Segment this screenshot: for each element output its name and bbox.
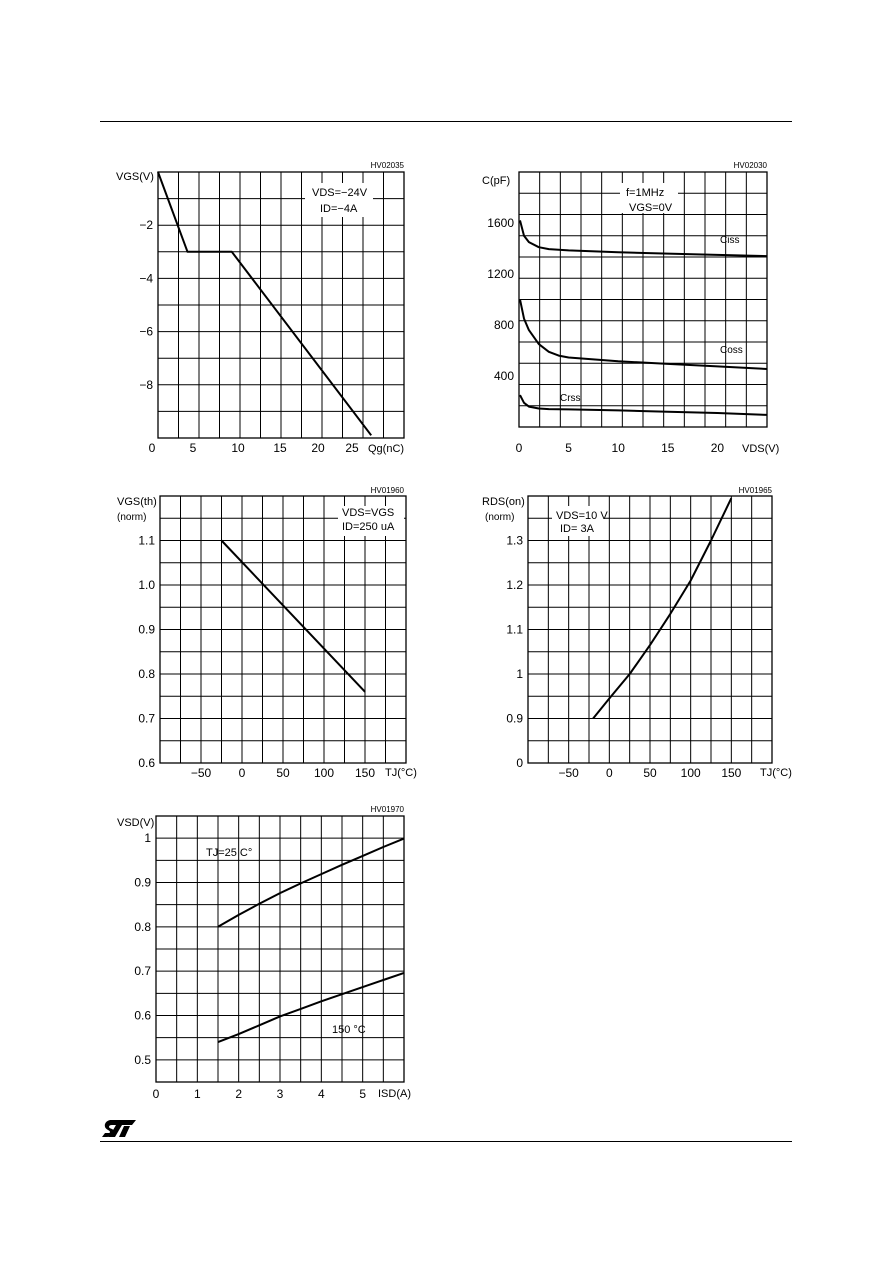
diode-forward-code-label: HV01970 [370, 805, 404, 814]
threshold-vs-temp-ytick-label: 0.8 [138, 667, 155, 681]
capacitance-code-label: HV02030 [733, 161, 767, 170]
diode-forward-grid [156, 816, 404, 1082]
rdson-vs-temp-x-axis-label: TJ(°C) [760, 767, 792, 779]
gate-charge-xtick-label: 15 [273, 441, 287, 455]
gate-charge-xtick-label: 10 [231, 441, 245, 455]
rdson-vs-temp-ytick-label: 0 [516, 756, 523, 770]
rdson-vs-temp-code-label: HV01965 [738, 486, 772, 495]
diode-forward-series-150-c [218, 973, 404, 1042]
diode-forward-xtick-label: 1 [193, 1087, 201, 1101]
diode-forward-y-axis-label: VSD(V) [117, 817, 155, 829]
capacitance-annotation: VGS=0V [629, 202, 673, 214]
capacitance-series-label: Coss [720, 345, 743, 356]
rdson-vs-temp-y-axis-unit: (norm) [485, 512, 515, 523]
gate-charge-ytick-label: −2 [139, 218, 153, 233]
capacitance-x-axis-label: VDS(V) [742, 443, 780, 455]
rdson-vs-temp-chart [482, 486, 792, 780]
gate-charge-xtick-label: 20 [311, 441, 325, 455]
diode-forward-annotation: TJ=25 C° [206, 847, 253, 859]
threshold-vs-temp-xtick-label: 100 [313, 766, 335, 780]
rdson-vs-temp-grid [528, 496, 772, 763]
threshold-vs-temp-grid [160, 496, 406, 763]
rdson-vs-temp-xtick-label: 100 [680, 766, 701, 780]
gate-charge-xtick-label: 5 [189, 441, 197, 455]
gate-charge-xtick-label: 0 [148, 441, 156, 455]
diode-forward-xtick-label: 3 [276, 1087, 284, 1101]
capacitance-xtick-label: 15 [661, 441, 675, 455]
threshold-vs-temp-annotation: VDS=VGS [342, 507, 395, 519]
capacitance-ytick-label: 800 [493, 318, 514, 332]
gate-charge-annotation: ID=−4A [320, 203, 358, 215]
threshold-vs-temp-ytick-label: 0.7 [138, 711, 155, 726]
diode-forward-x-axis-label: ISD(A) [378, 1088, 411, 1100]
diode-forward-annotation: 150 °C [332, 1024, 366, 1036]
capacitance-ytick-label: 1200 [487, 267, 514, 281]
gate-charge-x-axis-label: Qg(nC) [368, 443, 405, 455]
capacitance-ytick-label: 400 [493, 369, 514, 383]
diode-forward-ytick-label: 0.5 [134, 1052, 151, 1067]
threshold-vs-temp-code-label: HV01960 [370, 486, 404, 495]
threshold-vs-temp-xtick-label: −50 [190, 766, 212, 780]
threshold-vs-temp-xtick-label: 0 [238, 766, 246, 780]
capacitance-chart [482, 161, 779, 455]
threshold-vs-temp-xtick-label: 50 [276, 766, 290, 780]
capacitance-xtick-label: 20 [710, 441, 725, 455]
diode-forward-chart [117, 805, 411, 1101]
threshold-vs-temp-ytick-label: 1.1 [138, 533, 155, 548]
rdson-vs-temp-ytick-label: 0.9 [506, 711, 523, 726]
capacitance-annotation: f=1MHz [626, 187, 665, 199]
diode-forward-xtick-label: 2 [235, 1087, 243, 1101]
threshold-vs-temp-ytick-label: 0.6 [138, 756, 155, 770]
rdson-vs-temp-ytick-label: 1.3 [506, 533, 523, 548]
gate-charge-annotation: VDS=−24V [312, 187, 368, 199]
capacitance-xtick-label: 10 [611, 441, 625, 455]
rdson-vs-temp-xtick-label: 0 [605, 766, 613, 780]
gate-charge-y-axis-label: VGS(V) [116, 171, 154, 183]
gate-charge-chart [116, 161, 405, 455]
capacitance-series-label: Crss [560, 393, 581, 404]
threshold-vs-temp-y-axis-label: VGS(th) [117, 496, 157, 508]
threshold-vs-temp-annotation: ID=250 uA [342, 521, 395, 533]
diode-forward-xtick-label: 0 [152, 1087, 160, 1101]
gate-charge-ytick-label: −4 [139, 271, 153, 286]
gate-charge-ytick-label: −8 [139, 377, 153, 392]
rdson-vs-temp-ytick-label: 1.1 [506, 622, 523, 637]
diode-forward-xtick-label: 4 [317, 1087, 325, 1101]
rdson-vs-temp-ytick-label: 1 [516, 667, 523, 681]
diode-forward-ytick-label: 0.8 [134, 919, 151, 934]
gate-charge-ytick-label: −6 [139, 324, 153, 339]
rdson-vs-temp-xtick-label: 150 [721, 766, 742, 780]
gate-charge-xtick-label: 25 [345, 441, 359, 455]
diode-forward-ytick-label: 1 [144, 831, 151, 846]
capacitance-ytick-label: 1600 [487, 216, 514, 230]
rdson-vs-temp-xtick-label: 50 [643, 766, 657, 780]
capacitance-y-axis-label: C(pF) [482, 175, 511, 187]
threshold-vs-temp-y-axis-unit: (norm) [117, 512, 147, 523]
rdson-vs-temp-annotation: VDS=10 V [556, 510, 608, 522]
rdson-vs-temp-annotation: ID= 3A [560, 523, 594, 535]
rdson-vs-temp-y-axis-label: RDS(on) [482, 496, 525, 508]
threshold-vs-temp-ytick-label: 0.9 [138, 622, 155, 637]
diode-forward-ytick-label: 0.7 [134, 964, 151, 979]
capacitance-xtick-label: 0 [515, 441, 523, 455]
threshold-vs-temp-xtick-label: 150 [354, 766, 376, 780]
threshold-vs-temp-chart [117, 486, 417, 780]
diode-forward-xtick-label: 5 [359, 1087, 367, 1101]
gate-charge-code-label: HV02035 [370, 161, 404, 170]
diode-forward-ytick-label: 0.6 [134, 1008, 151, 1023]
threshold-vs-temp-ytick-label: 1.0 [138, 578, 155, 592]
threshold-vs-temp-x-axis-label: TJ(°C) [385, 767, 417, 779]
capacitance-series-label: Ciss [720, 235, 740, 246]
diode-forward-ytick-label: 0.9 [134, 875, 151, 890]
rdson-vs-temp-xtick-label: −50 [558, 766, 579, 780]
capacitance-xtick-label: 5 [565, 441, 572, 455]
rdson-vs-temp-ytick-label: 1.2 [506, 578, 523, 592]
